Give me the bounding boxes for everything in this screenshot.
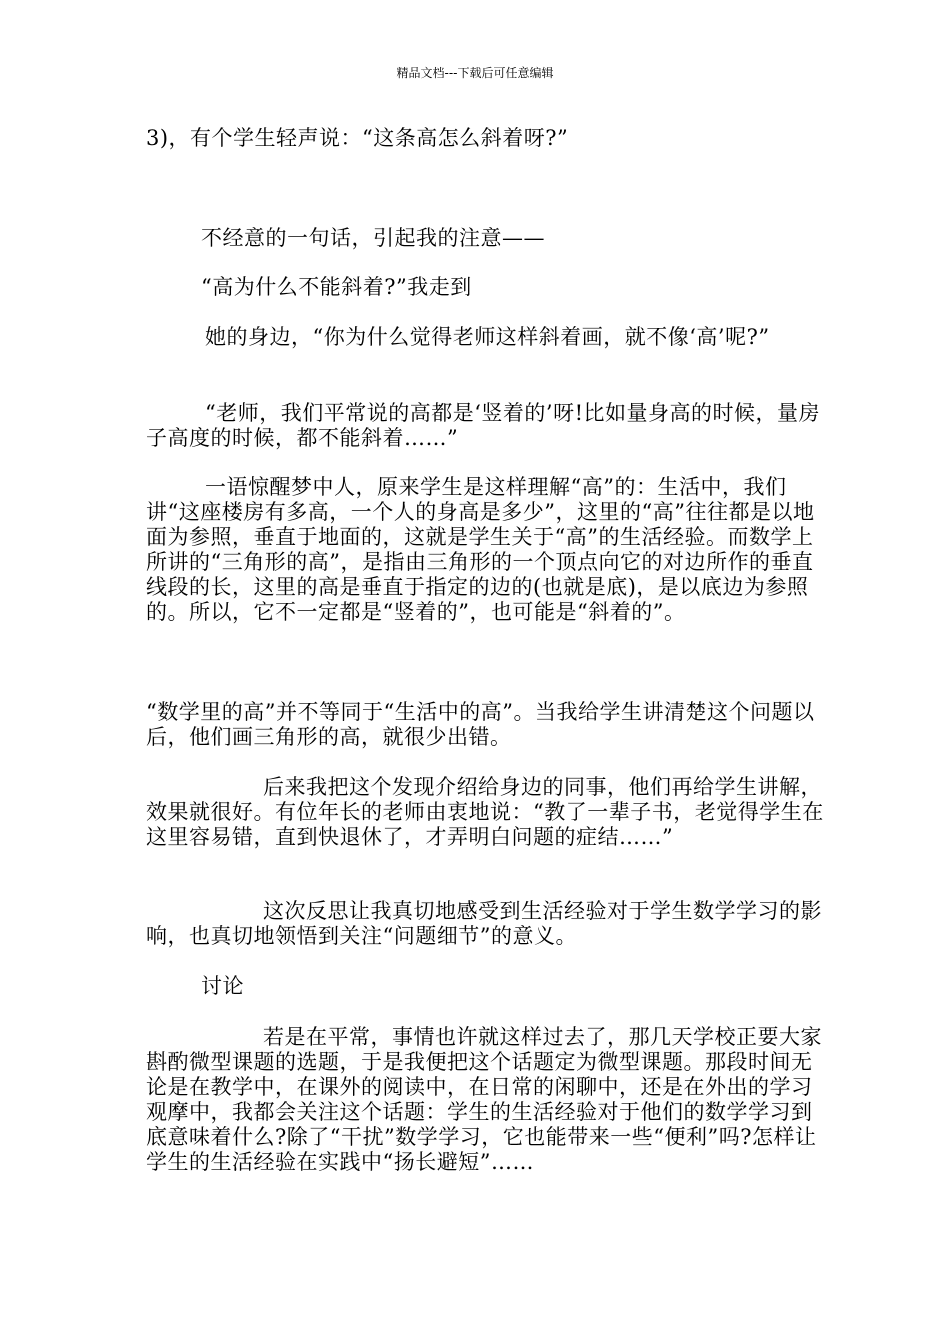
page-header: 精品文档---下载后可任意编辑 — [396, 66, 554, 80]
paragraph-7: “数学里的高”并不等同于“生活中的高”。当我给学生讲清楚这个问题以后，他们画三角形的高，就很少出错。 — [146, 700, 815, 749]
section-heading-discussion: 讨论 — [201, 974, 244, 998]
paragraph-3: “高为什么不能斜着?”我走到 — [201, 275, 472, 299]
paragraph-4: 她的身边，“你为什么觉得老师这样斜着画，就不像‘高’呢?” — [205, 325, 770, 349]
paragraph-2: 不经意的一句话，引起我的注意—— — [201, 226, 545, 250]
paragraph-6: 一语惊醒梦中人，原来学生是这样理解“高”的：生活中，我们讲“这座楼房有多高，一个人的身高是多少”，这里的“高”往往都是以地面为参照，垂直于地面的，这就是学生关于“高”的生活经验。而数学上所讲的“三角形的高”，是指由三角形的一个顶点向它的对边所作的垂直线段的长，这里的高是垂直于指定的边的(也就是底)，是以底边为参照的。所以，它不一定都是“竖着的”，也可能是“斜着的”。 — [146, 475, 815, 624]
paragraph-9: 这次反思让我真切地感受到生活经验对于学生数学学习的影响，也真切地领悟到关注“问题细节”的意义。 — [146, 899, 822, 948]
paragraph-5: “老师，我们平常说的高都是‘竖着的’呀!比如量身高的时候，量房子高度的时候，都不能斜着……” — [146, 401, 821, 450]
paragraph-10: 若是在平常，事情也许就这样过去了，那几天学校正要大家斟酌微型课题的选题，于是我便把这个话题定为微型课题。那段时间无论是在教学中，在课外的阅读中，在日常的闲聊中，还是在外出的学习观摩中，我都会关注这个话题：学生的生活经验对于他们的数学学习到底意味着什么?除了“干扰”数学学习，它也能带来一些“便利”吗?怎样让学生的生活经验在实践中“扬长避短”…… — [146, 1025, 822, 1174]
paragraph-1: 3)，有个学生轻声说：“这条高怎么斜着呀?” — [146, 126, 569, 150]
paragraph-8: 后来我把这个发现介绍给身边的同事，他们再给学生讲解，效果就很好。有位年长的老师由衷地说：“教了一辈子书，老觉得学生在这里容易错，直到快退休了，才弄明白问题的症结……” — [146, 775, 824, 849]
